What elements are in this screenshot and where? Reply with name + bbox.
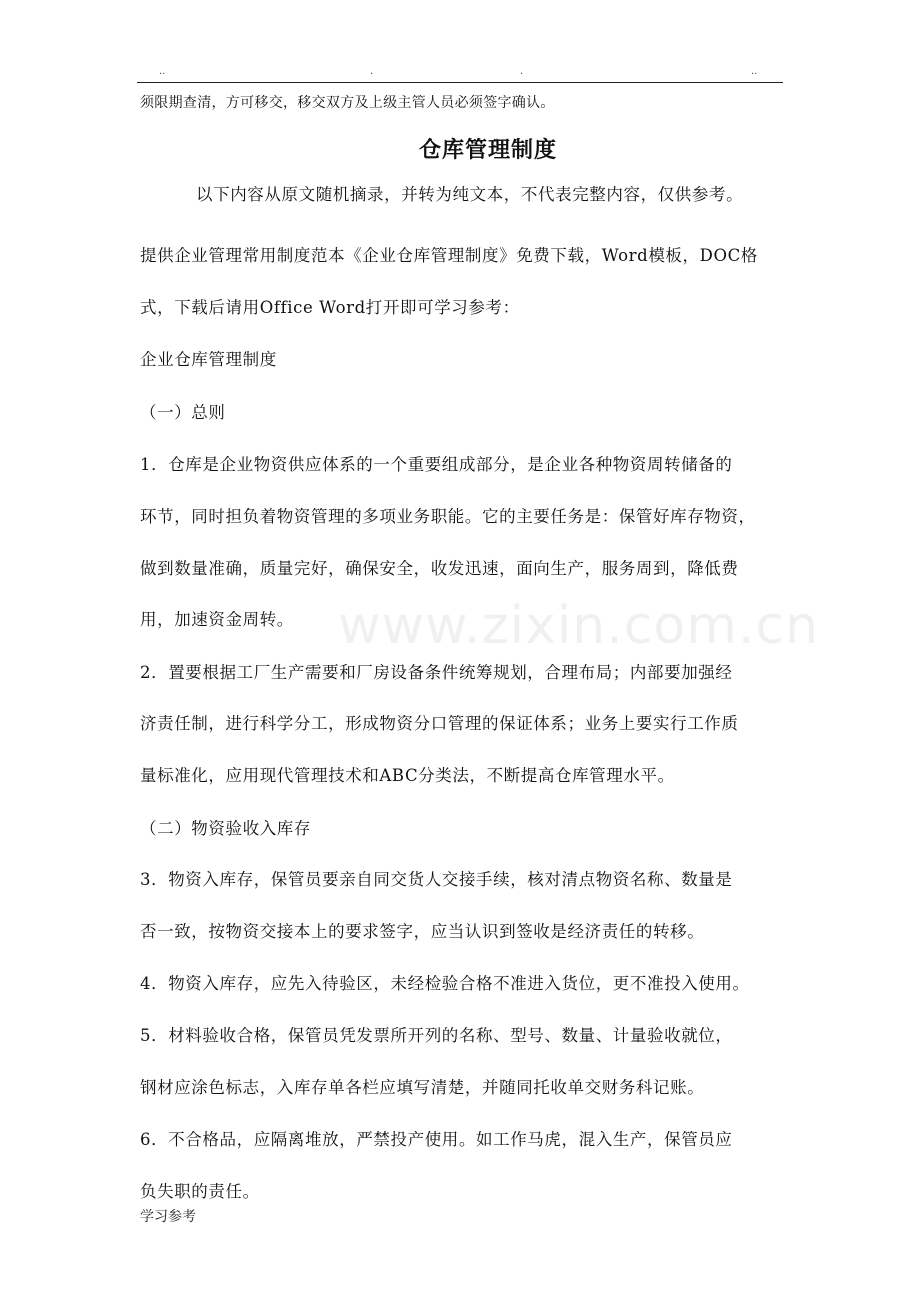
document-title: 仓库管理制度	[418, 137, 557, 163]
body-line: 负失职的责任。	[140, 1182, 260, 1201]
body-line: 4．物资入库存，应先入待验区，未经检验合格不准进入货位，更不准投入使用。	[140, 974, 750, 993]
body-line: 做到数量准确，质量完好，确保安全，收发迅速，面向生产，服务周到，降低费	[140, 559, 739, 578]
body-line: 5．材料验收合格，保管员凭发票所开列的名称、型号、数量、计量验收就位，	[140, 1026, 733, 1045]
page-footer: 学习参考	[140, 1209, 196, 1225]
body-line: 钢材应涂色标志，入库存单各栏应填写清楚，并随同托收单交财务科记账。	[140, 1078, 705, 1097]
body-line: 3．物资入库存，保管员要亲自同交货人交接手续，核对清点物资名称、数量是	[140, 870, 733, 889]
page-header	[137, 62, 783, 83]
intro-paragraph: 以下内容从原文随机摘录，并转为纯文本，不代表完整内容，仅供参考。	[196, 185, 744, 204]
section-heading: （二）物资验收入库存	[140, 819, 311, 838]
body-line: 1．仓库是企业物资供应体系的一个重要组成部分，是企业各种物资周转储备的	[140, 455, 733, 474]
body-line: 量标准化，应用现代管理技术和ABC分类法，不断提高仓库管理水平。	[140, 766, 675, 785]
header-mark: ..	[751, 66, 758, 77]
body-line: 济责任制，进行科学分工，形成物资分口管理的保证体系；业务上要实行工作质	[140, 714, 739, 733]
section-heading: 企业仓库管理制度	[140, 350, 277, 369]
body-line: 式，下载后请用Office Word打开即可学习参考：	[140, 298, 520, 317]
watermark: www.zixin.com.cn	[338, 596, 819, 656]
body-line: 用，加速资金周转。	[140, 610, 294, 629]
header-mark: .	[520, 66, 524, 77]
body-line: 提供企业管理常用制度范本《企业仓库管理制度》免费下载，Word模板，DOC格	[140, 246, 758, 265]
body-line: 否一致，按物资交接本上的要求签字，应当认识到签收是经济责任的转移。	[140, 922, 705, 941]
section-heading: （一）总则	[140, 403, 226, 422]
header-mark: .	[370, 66, 374, 77]
body-line: 环节，同时担负着物资管理的多项业务职能。它的主要任务是：保管好库存物资，	[140, 507, 756, 526]
body-line: 2．置要根据工厂生产需要和厂房设备条件统筹规划，合理布局；内部要加强经	[140, 663, 733, 682]
header-mark: ..	[159, 66, 166, 77]
continued-text: 须限期查清，方可移交，移交双方及上级主管人员必须签字确认。	[140, 95, 555, 111]
body-line: 6．不合格品，应隔离堆放，严禁投产使用。如工作马虎，混入生产，保管员应	[140, 1130, 733, 1149]
